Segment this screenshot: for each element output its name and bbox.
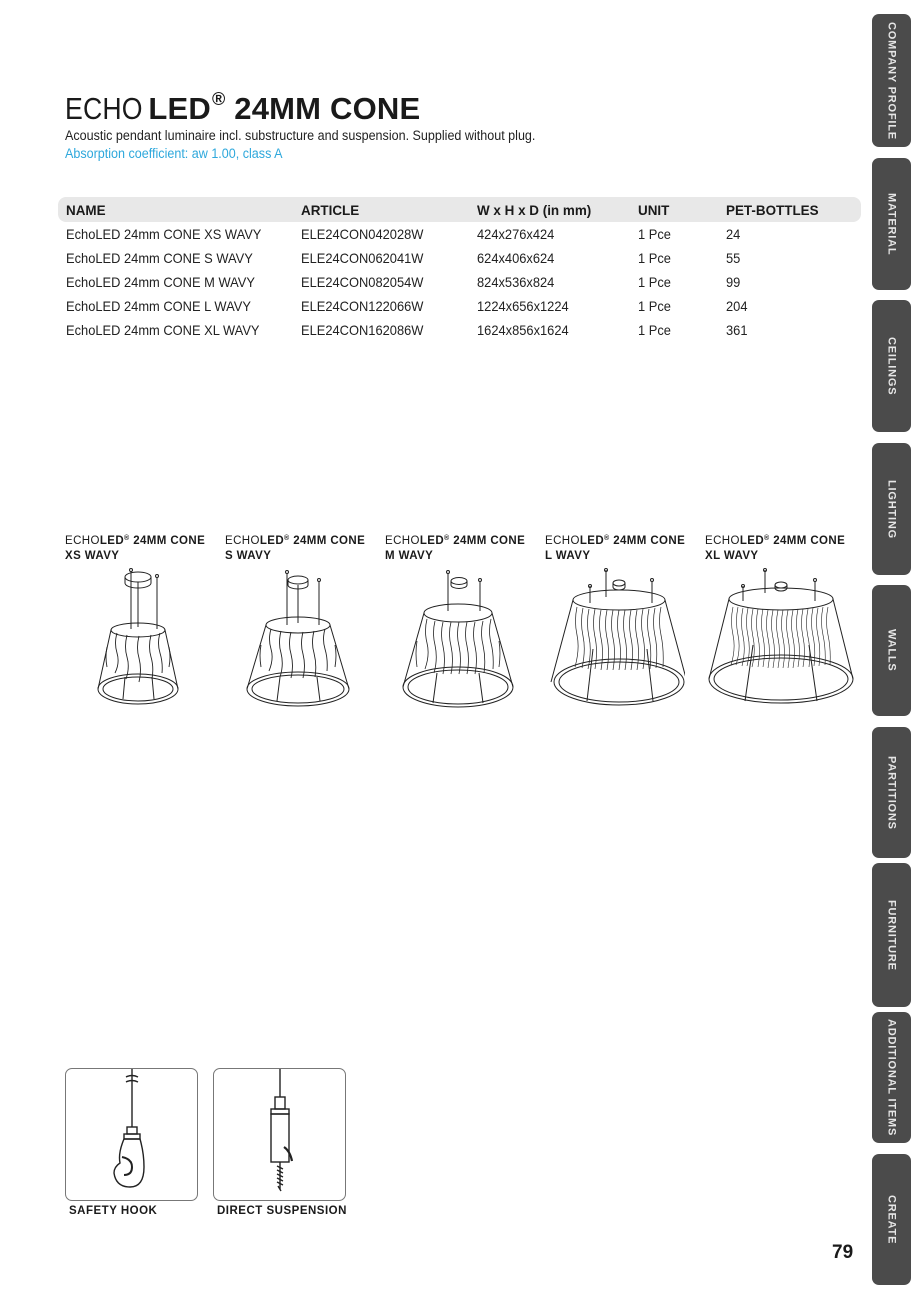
col-unit: UNIT bbox=[638, 202, 670, 218]
cell-dimensions: 1624x856x1624 bbox=[477, 322, 569, 338]
table-row bbox=[58, 222, 861, 246]
tab-company-profile[interactable] bbox=[872, 14, 911, 147]
cell-name: EchoLED 24mm CONE XS WAVY bbox=[66, 226, 262, 242]
pendant-m-drawing-icon bbox=[385, 567, 525, 717]
cell-pet-bottles: 24 bbox=[726, 226, 741, 242]
direct-suspension-illustration bbox=[213, 1068, 346, 1201]
cell-unit: 1 Pce bbox=[638, 274, 671, 290]
pendant-xl-drawing-icon bbox=[705, 567, 855, 717]
variant-gallery bbox=[65, 531, 865, 731]
variant-xs bbox=[65, 531, 220, 564]
pendant-s-drawing-icon bbox=[225, 567, 365, 717]
variant-l bbox=[545, 531, 700, 564]
tab-furniture[interactable] bbox=[872, 863, 911, 1007]
variant-label: ECHOLED® 24MM CONE M WAVY bbox=[385, 535, 526, 562]
cell-pet-bottles: 204 bbox=[726, 298, 748, 314]
cell-unit: 1 Pce bbox=[638, 298, 671, 314]
col-name: NAME bbox=[66, 202, 106, 218]
table-row bbox=[58, 246, 861, 270]
col-dimensions: W x H x D (in mm) bbox=[477, 202, 592, 218]
variant-s bbox=[225, 531, 380, 564]
tab-partitions[interactable] bbox=[872, 727, 911, 858]
direct-suspension-icon bbox=[214, 1069, 345, 1200]
cell-dimensions: 824x536x824 bbox=[477, 274, 555, 290]
variant-label: ECHOLED® 24MM CONE XS WAVY bbox=[65, 535, 206, 562]
tab-label: CREATE bbox=[885, 1194, 898, 1245]
cell-unit: 1 Pce bbox=[638, 250, 671, 266]
absorption-text: Absorption coefficient: aw 1.00, class A bbox=[65, 146, 283, 161]
col-article: ARTICLE bbox=[301, 202, 360, 218]
title-bold: LED bbox=[148, 91, 211, 126]
tab-label: MATERIAL bbox=[885, 192, 898, 256]
registered-mark: ® bbox=[211, 89, 226, 109]
accessory-direct-suspension bbox=[213, 1068, 347, 1217]
product-table bbox=[58, 197, 861, 342]
tab-lighting[interactable] bbox=[872, 443, 911, 575]
tab-label: LIGHTING bbox=[885, 479, 898, 539]
cell-dimensions: 424x276x424 bbox=[477, 226, 555, 242]
safety-hook-icon bbox=[66, 1069, 197, 1200]
cell-article: ELE24CON082054W bbox=[301, 274, 424, 290]
accessory-label: SAFETY HOOK bbox=[69, 1205, 158, 1217]
variant-label: ECHOLED® 24MM CONE L WAVY bbox=[545, 535, 686, 562]
description-text: Acoustic pendant luminaire incl. substructure and suspension. Supplied without plug. bbox=[65, 128, 536, 143]
page-title bbox=[65, 80, 420, 128]
pendant-l-drawing-icon bbox=[545, 567, 685, 717]
cell-name: EchoLED 24mm CONE S WAVY bbox=[66, 250, 253, 266]
table-row bbox=[58, 318, 861, 342]
table-row bbox=[58, 270, 861, 294]
tab-ceilings[interactable] bbox=[872, 300, 911, 432]
cell-dimensions: 624x406x624 bbox=[477, 250, 555, 266]
title-light: ECHO bbox=[65, 91, 143, 126]
tab-label: CEILINGS bbox=[885, 336, 898, 396]
page-number: 79 bbox=[832, 1242, 854, 1263]
cell-unit: 1 Pce bbox=[638, 322, 671, 338]
cell-article: ELE24CON062041W bbox=[301, 250, 424, 266]
tab-label: WALLS bbox=[885, 629, 898, 672]
title-rest: 24MM CONE bbox=[225, 91, 421, 126]
cell-pet-bottles: 361 bbox=[726, 322, 748, 338]
pendant-xs-drawing-icon bbox=[65, 567, 205, 717]
cell-article: ELE24CON042028W bbox=[301, 226, 424, 242]
tab-create[interactable] bbox=[872, 1154, 911, 1285]
cell-article: ELE24CON122066W bbox=[301, 298, 424, 314]
cell-unit: 1 Pce bbox=[638, 226, 671, 242]
cell-pet-bottles: 55 bbox=[726, 250, 741, 266]
product-description bbox=[65, 127, 535, 163]
tab-label: PARTITIONS bbox=[885, 755, 898, 830]
cell-pet-bottles: 99 bbox=[726, 274, 741, 290]
accessory-label: DIRECT SUSPENSION bbox=[217, 1205, 347, 1217]
cell-article: ELE24CON162086W bbox=[301, 322, 424, 338]
tab-walls[interactable] bbox=[872, 585, 911, 716]
safety-hook-illustration bbox=[65, 1068, 198, 1201]
col-pet-bottles: PET-BOTTLES bbox=[726, 202, 819, 218]
tab-label: COMPANY PROFILE bbox=[885, 21, 898, 140]
cell-dimensions: 1224x656x1224 bbox=[477, 298, 569, 314]
variant-label: ECHOLED® 24MM CONE XL WAVY bbox=[705, 535, 846, 562]
table-row bbox=[58, 294, 861, 318]
tab-additional-items[interactable] bbox=[872, 1012, 911, 1143]
cell-name: EchoLED 24mm CONE M WAVY bbox=[66, 274, 255, 290]
variant-m bbox=[385, 531, 540, 564]
table-header bbox=[58, 197, 861, 222]
variant-xl bbox=[705, 531, 860, 564]
tab-label: ADDITIONAL ITEMS bbox=[885, 1018, 898, 1137]
accessory-safety-hook bbox=[65, 1068, 198, 1217]
cell-name: EchoLED 24mm CONE L WAVY bbox=[66, 298, 251, 314]
variant-label: ECHOLED® 24MM CONE S WAVY bbox=[225, 535, 366, 562]
cell-name: EchoLED 24mm CONE XL WAVY bbox=[66, 322, 260, 338]
tab-label: FURNITURE bbox=[885, 899, 898, 971]
tab-material[interactable] bbox=[872, 158, 911, 290]
